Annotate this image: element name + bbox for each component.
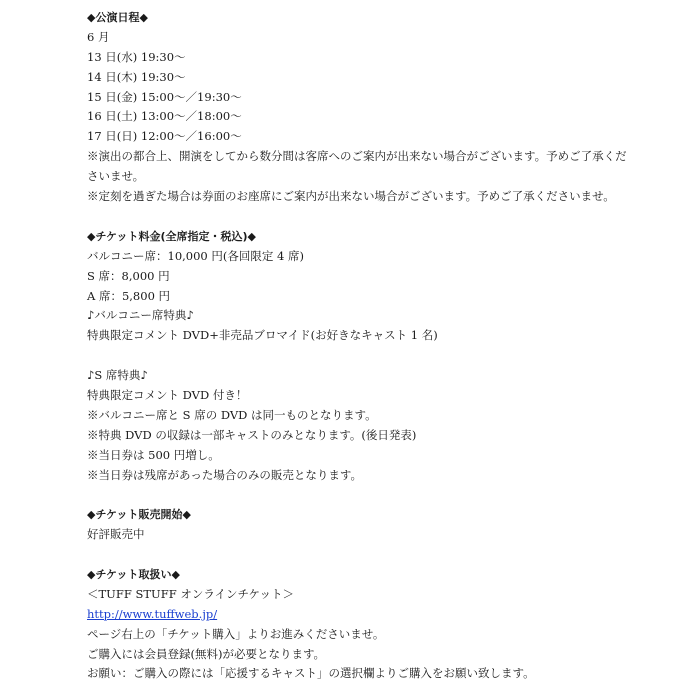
s-bonus-title: ♪S 席特典♪ (87, 368, 148, 383)
price-note: ※バルコニー席と S 席の DVD は同一ものとなります。 (87, 407, 377, 422)
price-note: ※特典 DVD の収録は一部キャストのみとなります。(後日発表) (87, 427, 417, 442)
price-a-seat: A 席：5,800 円 (87, 288, 171, 303)
schedule-date: 16 日(土) 13:00～／18:00～ (87, 109, 242, 124)
schedule-date: 14 日(木) 19:30～ (87, 69, 186, 84)
price-note: ※当日券は 500 円増し。 (87, 447, 220, 462)
handling-membership-note: ご購入には会員登録(無料)が必要となります。 (87, 646, 326, 661)
balcony-bonus-text: 特典限定コメント DVD+非売品ブロマイド(お好きなキャスト 1 名) (87, 328, 438, 343)
prices-heading: ◆チケット料金(全席指定・税込)◆ (87, 229, 256, 243)
handling-request-note: お願い：ご購入の際には「応援するキャスト」の選択欄よりご購入をお願い致します。 (87, 666, 535, 681)
handling-instruction: ページ右上の「チケット購入」よりお進みくださいませ。 (87, 626, 385, 641)
spacer (87, 485, 647, 505)
sale-heading: ◆チケット販売開始◆ (87, 508, 191, 522)
spacer (87, 207, 647, 227)
balcony-bonus-title: ♪バルコニー席特典♪ (87, 308, 194, 323)
sale-status: 好評販売中 (87, 527, 145, 542)
spacer (87, 545, 647, 565)
handling-heading: ◆チケット取扱い◆ (87, 567, 180, 581)
schedule-month: 6 月 (87, 29, 110, 44)
schedule-note-late-entry: ※演出の都合上、開演をしてから数分間は客席へのご案内が出来ない場合がございます。予めご了承くださいませ。 (87, 149, 627, 184)
price-note: ※当日券は残席があった場合のみの販売となります。 (87, 467, 362, 482)
price-balcony: バルコニー席：10,000 円(各回限定 4 席) (87, 248, 304, 263)
schedule-date: 13 日(水) 19:30～ (87, 49, 186, 64)
schedule-date: 15 日(金) 15:00～／19:30～ (87, 89, 242, 104)
spacer (87, 346, 647, 366)
s-bonus-text: 特典限定コメント DVD 付き！ (87, 387, 248, 402)
vendor-name: ＜TUFF STUFF オンラインチケット＞ (87, 586, 294, 601)
schedule-note-seat-guidance: ※定刻を過ぎた場合は券面のお座席にご案内が出来ない場合がございます。予めご了承くださいませ。 (87, 189, 615, 204)
vendor-link[interactable]: http://www.tuffweb.jp/ (87, 606, 218, 621)
price-s-seat: S 席：8,000 円 (87, 268, 170, 283)
schedule-heading: ◆公演日程◆ (87, 11, 148, 24)
ticket-info-document (87, 8, 647, 684)
schedule-date: 17 日(日) 12:00～／16:00～ (87, 129, 242, 144)
